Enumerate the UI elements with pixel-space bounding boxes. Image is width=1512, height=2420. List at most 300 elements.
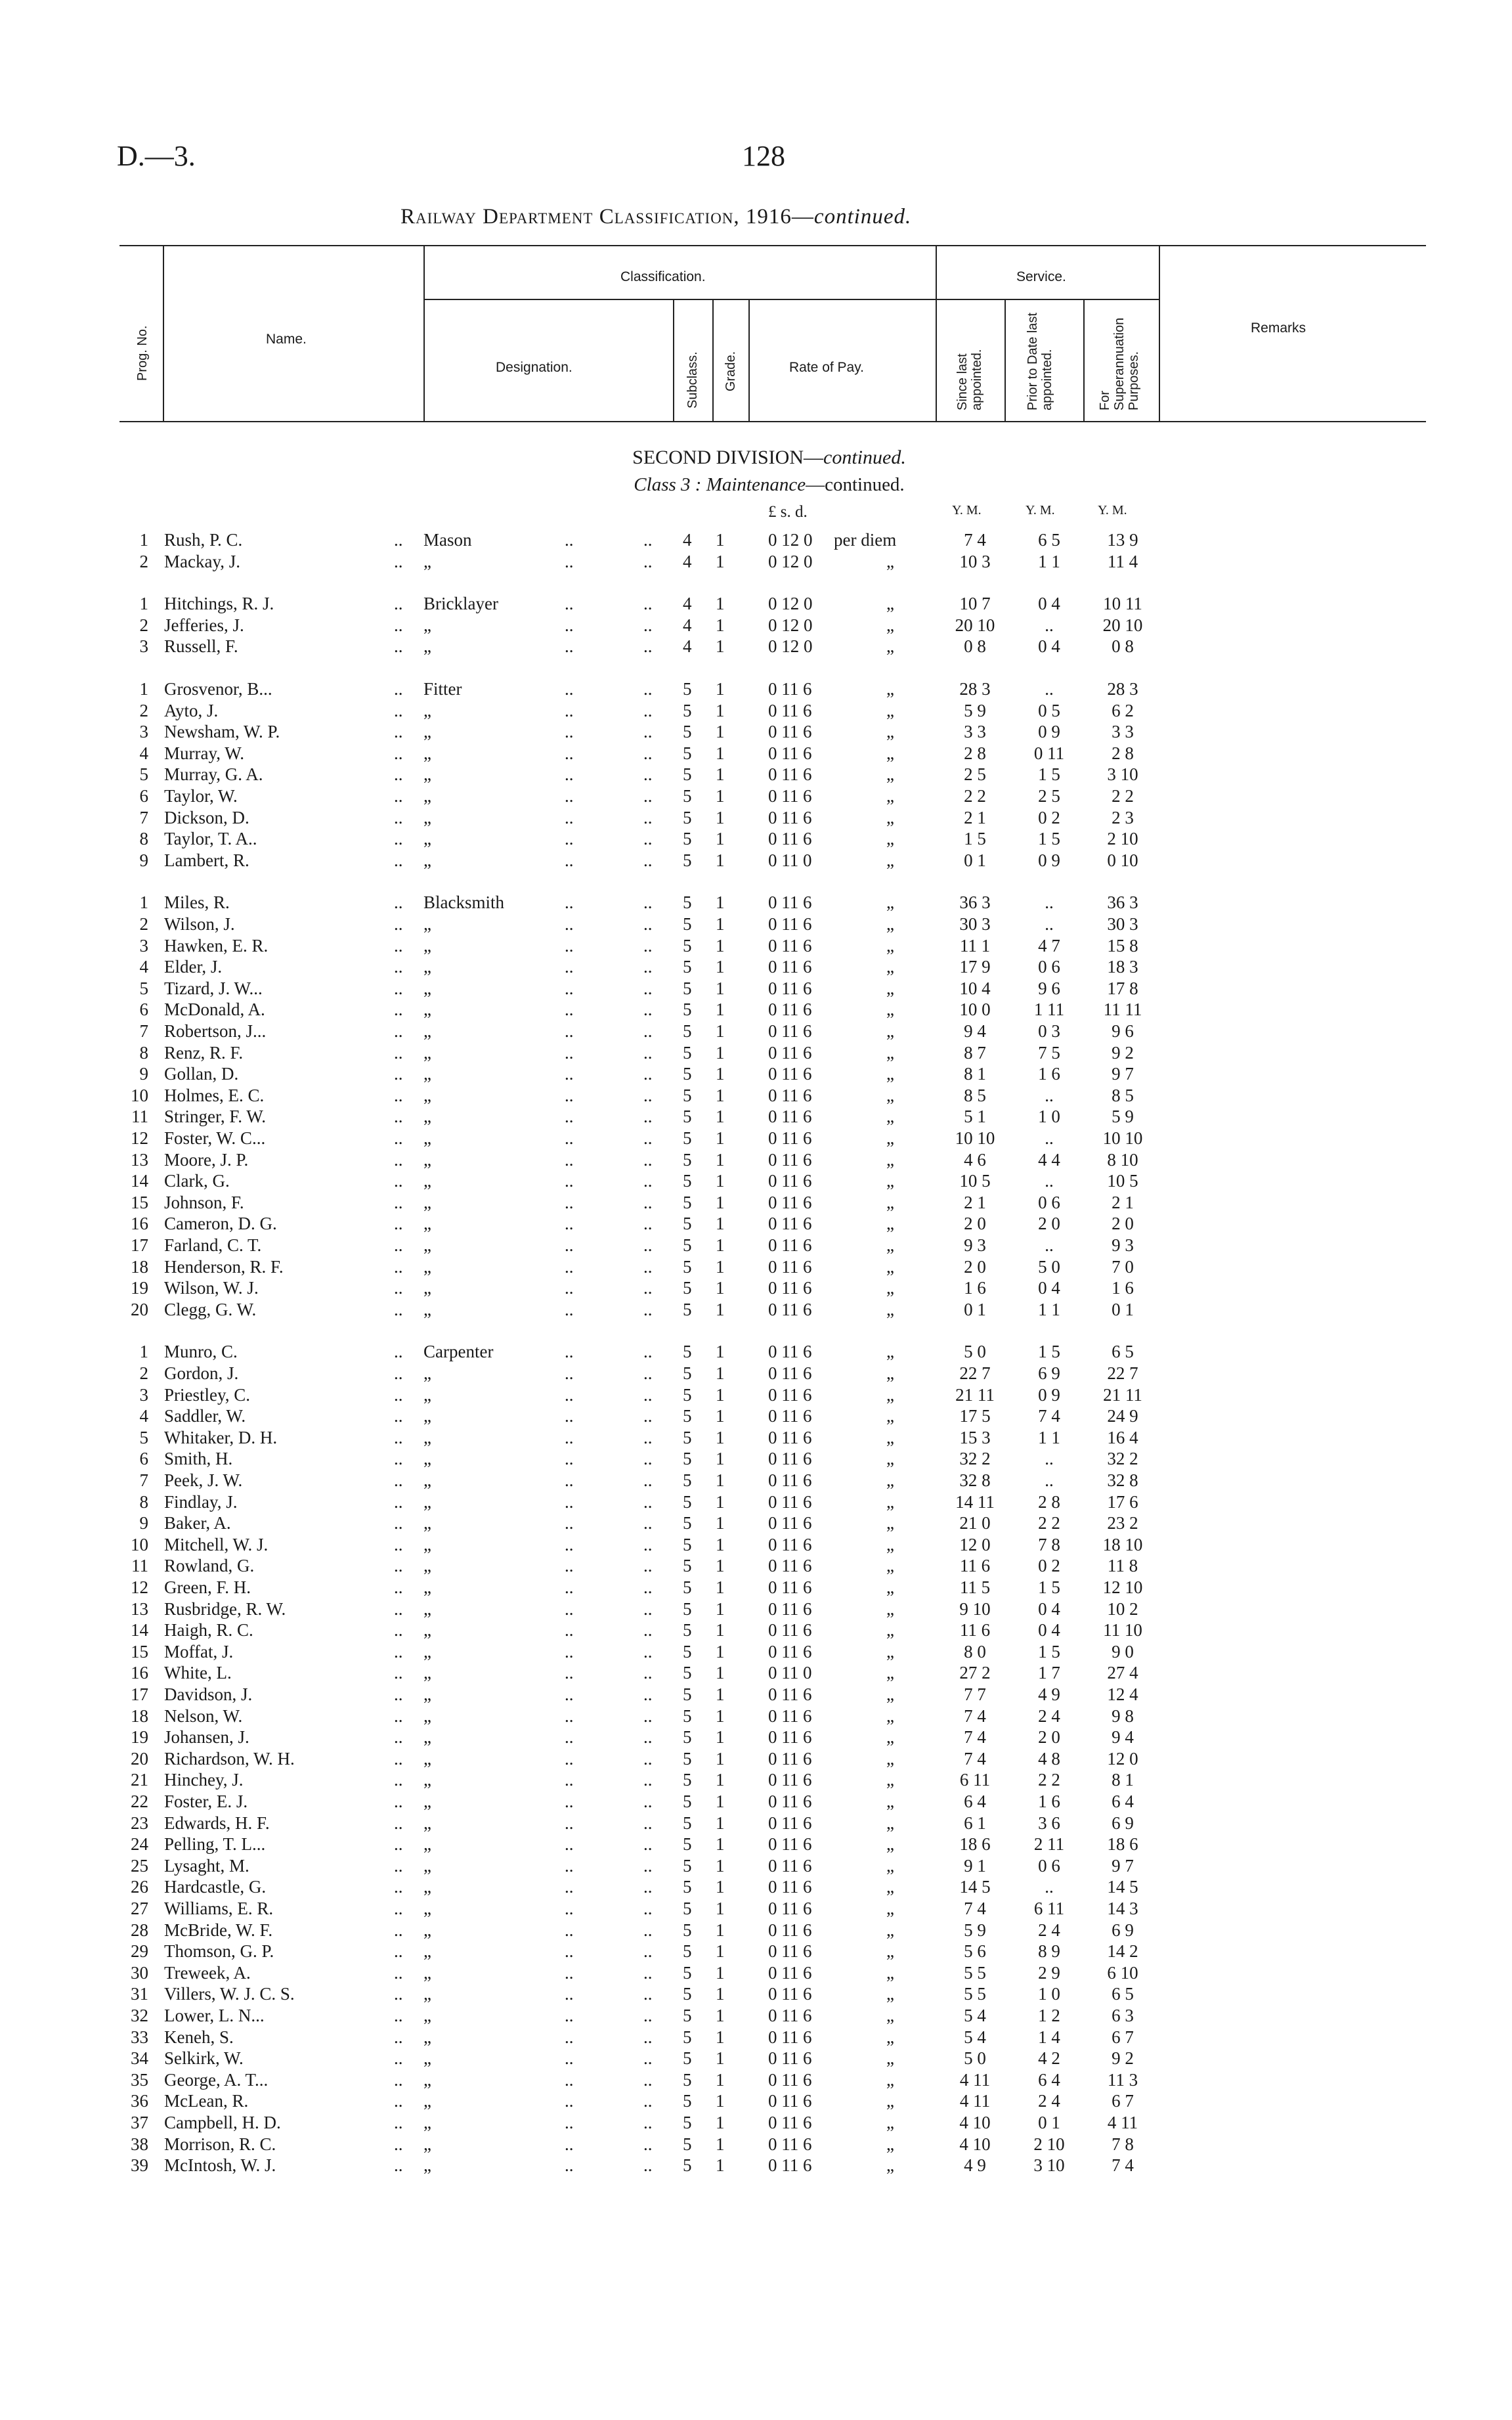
rate-of-pay: 0 11 6 [768, 978, 812, 998]
leader-dots: .. [643, 1834, 653, 1855]
since-last-appointed: 21 0 [959, 1513, 991, 1533]
prior-to-date: 1 5 [1038, 1577, 1060, 1597]
title-main: Railway Department Classification, 1916— [400, 205, 814, 229]
pay-basis: „ [886, 1813, 894, 1833]
subclass: 5 [683, 700, 692, 720]
prior-to-date: 0 11 [1033, 743, 1065, 763]
designation: „ [423, 551, 431, 571]
subclass: 4 [683, 615, 692, 635]
prog-no: 38 [131, 2134, 148, 2154]
leader-dots: .. [643, 786, 653, 806]
leader-dots: .. [643, 1941, 653, 1962]
table-row [0, 956, 1512, 977]
staff-name: George, A. T... [164, 2069, 269, 2090]
staff-name: Ayto, J. [164, 700, 219, 720]
staff-name: Treweek, A. [164, 1962, 251, 1983]
prog-no: 17 [131, 1684, 148, 1704]
prior-to-date: 0 9 [1038, 850, 1060, 870]
leader-dots: .. [394, 1214, 403, 1234]
grade: 1 [716, 636, 725, 657]
subclass: 5 [683, 679, 692, 699]
leader-dots: .. [643, 978, 653, 998]
staff-name: Munro, C. [164, 1342, 238, 1362]
subclass: 5 [683, 2091, 692, 2111]
leader-dots: .. [394, 2134, 403, 2154]
designation: „ [423, 1727, 431, 1748]
leader-dots: .. [394, 1855, 403, 1876]
staff-name: Johansen, J. [164, 1727, 249, 1748]
grade: 1 [716, 1899, 725, 1918]
rate-of-pay: 0 11 6 [768, 700, 812, 720]
grade: 1 [716, 1962, 725, 1983]
leader-dots: .. [565, 1727, 574, 1748]
pay-basis: „ [886, 594, 894, 614]
table-row [0, 1619, 1512, 1640]
subclass: 5 [683, 1813, 692, 1833]
grade: 1 [716, 829, 725, 849]
pay-basis: „ [886, 1192, 894, 1212]
prior-to-date: .. [1045, 1449, 1054, 1469]
staff-name: Smith, H. [164, 1449, 233, 1469]
leader-dots: .. [394, 1256, 403, 1277]
superannuation-service: 8 1 [1112, 1770, 1134, 1790]
prog-no: 19 [131, 1278, 148, 1298]
rate-of-pay: 0 12 0 [768, 551, 813, 571]
table-row [0, 1855, 1512, 1876]
header-subclass: Subclass. [685, 351, 700, 408]
staff-name: Cameron, D. G. [164, 1214, 277, 1234]
leader-dots: .. [643, 1962, 653, 1983]
grade: 1 [716, 1877, 725, 1897]
leader-dots: .. [394, 1149, 403, 1170]
leader-dots: .. [643, 700, 653, 720]
prior-to-date: 2 0 [1038, 1727, 1060, 1748]
superannuation-service: 12 10 [1102, 1577, 1143, 1597]
grade: 1 [716, 786, 725, 806]
prog-no: 8 [139, 1491, 148, 1512]
subclass: 5 [683, 1727, 692, 1748]
since-last-appointed: 17 5 [959, 1406, 991, 1426]
designation: „ [423, 786, 431, 806]
grade: 1 [716, 1342, 725, 1362]
since-last-appointed: 5 5 [964, 1962, 986, 1983]
table-row [0, 1662, 1512, 1683]
prog-no: 11 [131, 1556, 148, 1576]
staff-name: Pelling, T. L... [164, 1834, 266, 1855]
since-last-appointed: 27 2 [959, 1663, 991, 1683]
superannuation-service: 9 7 [1112, 1064, 1134, 1084]
since-last-appointed: 10 4 [959, 978, 991, 998]
grade: 1 [716, 1192, 725, 1212]
subclass: 5 [683, 786, 692, 806]
prior-to-date: 7 8 [1038, 1534, 1060, 1554]
staff-name: Taylor, T. A.. [164, 829, 257, 849]
since-last-appointed: 8 1 [964, 1064, 986, 1084]
subclass: 5 [683, 1705, 692, 1726]
leader-dots: .. [643, 1491, 653, 1512]
rate-of-pay: 0 11 6 [768, 1984, 812, 2004]
leader-dots: .. [643, 892, 653, 913]
division-heading [0, 447, 1512, 469]
superannuation-service: 2 8 [1112, 743, 1134, 763]
superannuation-service: 9 2 [1112, 1042, 1134, 1063]
superannuation-service: 1 6 [1112, 1278, 1134, 1298]
table-row [0, 678, 1512, 699]
prior-to-date: 3 10 [1033, 2155, 1065, 2176]
header-bottom-rule [119, 421, 1426, 422]
leader-dots: .. [643, 1235, 653, 1255]
pay-basis: „ [886, 1214, 894, 1234]
leader-dots: .. [565, 786, 574, 806]
rate-of-pay: 0 12 0 [768, 615, 813, 635]
prog-no: 19 [131, 1727, 148, 1748]
table-row [0, 999, 1512, 1020]
since-last-appointed: 8 0 [964, 1641, 986, 1661]
leader-dots: .. [643, 1214, 653, 1234]
prog-no: 20 [131, 1748, 148, 1769]
since-last-appointed: 5 9 [964, 700, 986, 720]
leader-dots: .. [565, 1899, 574, 1918]
leader-dots: .. [643, 2027, 653, 2047]
prior-to-date: 1 5 [1038, 764, 1060, 785]
leader-dots: .. [394, 1877, 403, 1897]
rate-of-pay: 0 11 6 [768, 679, 812, 699]
superannuation-service: 17 8 [1107, 978, 1138, 998]
leader-dots: .. [394, 957, 403, 977]
grade: 1 [716, 2069, 725, 2090]
leader-dots: .. [394, 1577, 403, 1597]
rate-of-pay: 0 11 6 [768, 1641, 812, 1661]
designation: „ [423, 1470, 431, 1490]
since-last-appointed: 36 3 [959, 892, 991, 913]
prog-no: 30 [131, 1962, 148, 1983]
prog-no: 5 [139, 1427, 148, 1447]
superannuation-service: 6 4 [1112, 1792, 1134, 1811]
leader-dots: .. [394, 1470, 403, 1490]
service-units-3: Y. M. [1098, 503, 1127, 517]
pay-basis: „ [886, 1962, 894, 1983]
leader-dots: .. [394, 2027, 403, 2047]
subclass: 5 [683, 1107, 692, 1127]
superannuation-service: 6 10 [1107, 1962, 1138, 1983]
pay-basis: „ [886, 1278, 894, 1298]
grade: 1 [716, 594, 725, 614]
leader-dots: .. [565, 1171, 574, 1191]
table-row [0, 1085, 1512, 1106]
leader-dots: .. [643, 1984, 653, 2004]
staff-name: Hinchey, J. [164, 1770, 244, 1790]
leader-dots: .. [643, 1727, 653, 1748]
grade: 1 [716, 1085, 725, 1105]
since-last-appointed: 7 4 [964, 530, 986, 550]
leader-dots: .. [643, 1064, 653, 1084]
since-last-appointed: 5 5 [964, 1984, 986, 2004]
table-row [0, 1920, 1512, 1941]
leader-dots: .. [394, 1748, 403, 1769]
pay-basis: „ [886, 1748, 894, 1769]
table-row [0, 935, 1512, 956]
subclass: 5 [683, 850, 692, 870]
subclass: 5 [683, 2027, 692, 2047]
grade: 1 [716, 1727, 725, 1748]
prog-no: 18 [131, 1705, 148, 1726]
leader-dots: .. [643, 1299, 653, 1319]
leader-dots: .. [643, 1534, 653, 1554]
leader-dots: .. [643, 2155, 653, 2176]
leader-dots: .. [394, 1406, 403, 1426]
grade: 1 [716, 1235, 725, 1255]
grade: 1 [716, 679, 725, 699]
prior-to-date: 2 5 [1038, 786, 1060, 806]
designation: „ [423, 1214, 431, 1234]
leader-dots: .. [394, 1192, 403, 1212]
designation: „ [423, 1877, 431, 1897]
leader-dots: .. [394, 1941, 403, 1962]
prog-no: 5 [139, 764, 148, 785]
subclass: 5 [683, 1192, 692, 1212]
prior-to-date: .. [1045, 1470, 1054, 1490]
designation: „ [423, 1770, 431, 1790]
header-since-last: Since last appointed. [955, 349, 984, 410]
subclass: 5 [683, 1620, 692, 1640]
grade: 1 [716, 1107, 725, 1127]
staff-name: Green, F. H. [164, 1577, 251, 1597]
subclass: 5 [683, 764, 692, 785]
staff-name: Hardcastle, G. [164, 1877, 267, 1897]
prog-no: 18 [131, 1256, 148, 1277]
leader-dots: .. [394, 1384, 403, 1405]
rate-of-pay: 0 11 6 [768, 1128, 812, 1148]
prog-no: 2 [139, 1363, 148, 1383]
since-last-appointed: 11 6 [959, 1620, 991, 1640]
superannuation-service: 0 10 [1107, 850, 1138, 870]
designation: „ [423, 978, 431, 998]
leader-dots: .. [565, 700, 574, 720]
pay-basis: „ [886, 1534, 894, 1554]
rate-of-pay: 0 11 6 [768, 1449, 812, 1469]
table-row [0, 1256, 1512, 1277]
leader-dots: .. [394, 892, 403, 913]
staff-name: Lower, L. N... [164, 2006, 265, 2025]
staff-name: Findlay, J. [164, 1491, 238, 1512]
staff-name: Williams, E. R. [164, 1899, 274, 1918]
table-row [0, 1813, 1512, 1834]
designation: „ [423, 2155, 431, 2176]
leader-dots: .. [565, 636, 574, 657]
table-row [0, 828, 1512, 849]
since-last-appointed: 9 1 [964, 1855, 986, 1876]
rate-of-pay: 0 11 6 [768, 957, 812, 977]
prior-to-date: 2 11 [1033, 1834, 1065, 1855]
leader-dots: .. [394, 1513, 403, 1533]
prog-no: 31 [131, 1984, 148, 2004]
pay-basis: „ [886, 957, 894, 977]
prior-to-date: 1 5 [1038, 1342, 1060, 1362]
designation: „ [423, 1149, 431, 1170]
superannuation-service: 6 5 [1112, 1342, 1134, 1362]
prog-no: 2 [139, 700, 148, 720]
leader-dots: .. [565, 764, 574, 785]
since-last-appointed: 7 4 [964, 1748, 986, 1769]
table-row [0, 913, 1512, 935]
leader-dots: .. [643, 807, 653, 827]
leader-dots: .. [643, 2048, 653, 2069]
subclass: 5 [683, 1491, 692, 1512]
table-row [0, 1534, 1512, 1555]
prog-no: 16 [131, 1214, 148, 1234]
staff-name: Holmes, E. C. [164, 1085, 265, 1105]
prior-to-date: 0 9 [1038, 1384, 1060, 1405]
table-row [0, 1748, 1512, 1769]
prior-to-date: 1 1 [1038, 551, 1060, 571]
grade: 1 [716, 2006, 725, 2025]
leader-dots: .. [565, 1384, 574, 1405]
prior-to-date: 2 10 [1033, 2134, 1065, 2154]
table-row [0, 850, 1512, 871]
since-last-appointed: 14 11 [955, 1491, 995, 1512]
leader-dots: .. [643, 1107, 653, 1127]
since-last-appointed: 5 0 [964, 2048, 986, 2069]
prior-to-date: 0 4 [1038, 1620, 1060, 1640]
prior-to-date: .. [1045, 1877, 1054, 1897]
designation: „ [423, 1171, 431, 1191]
subclass: 5 [683, 1406, 692, 1426]
leader-dots: .. [643, 829, 653, 849]
designation: „ [423, 1577, 431, 1597]
leader-dots: .. [565, 1406, 574, 1426]
pay-basis: „ [886, 1149, 894, 1170]
prior-to-date: 5 0 [1038, 1256, 1060, 1277]
prog-no: 1 [139, 892, 148, 913]
subclass: 5 [683, 1770, 692, 1790]
leader-dots: .. [394, 615, 403, 635]
leader-dots: .. [565, 1984, 574, 2004]
designation: „ [423, 1449, 431, 1469]
staff-name: Moffat, J. [164, 1641, 234, 1661]
leader-dots: .. [643, 1663, 653, 1683]
leader-dots: .. [565, 1577, 574, 1597]
prior-to-date: 4 9 [1038, 1684, 1060, 1704]
leader-dots: .. [565, 1214, 574, 1234]
class-name: Maintenance [706, 474, 806, 495]
prior-to-date: 3 6 [1038, 1813, 1060, 1833]
superannuation-service: 2 1 [1112, 1192, 1134, 1212]
since-last-appointed: 22 7 [959, 1363, 991, 1383]
since-last-appointed: 10 7 [959, 594, 991, 614]
rate-of-pay: 0 11 6 [768, 1384, 812, 1405]
rate-of-pay: 0 11 6 [768, 786, 812, 806]
leader-dots: .. [643, 1278, 653, 1298]
grade: 1 [716, 1770, 725, 1790]
grade: 1 [716, 1427, 725, 1447]
staff-name: Grosvenor, B... [164, 679, 272, 699]
rate-of-pay: 0 11 6 [768, 743, 812, 763]
table-row [0, 1042, 1512, 1063]
pay-units: £ s. d. [768, 503, 808, 521]
leader-dots: .. [394, 1235, 403, 1255]
prog-no: 9 [139, 850, 148, 870]
prior-to-date: 2 4 [1038, 1920, 1060, 1940]
leader-dots: .. [394, 2069, 403, 2090]
leader-dots: .. [565, 2006, 574, 2025]
leader-dots: .. [643, 2113, 653, 2132]
rate-of-pay: 0 11 6 [768, 1021, 812, 1041]
header-service: Service. [1016, 269, 1066, 284]
pay-basis: „ [886, 1171, 894, 1191]
leader-dots: .. [565, 1128, 574, 1148]
subclass: 5 [683, 1663, 692, 1683]
table-row [0, 1341, 1512, 1362]
table-row [0, 721, 1512, 742]
prog-no: 37 [131, 2113, 148, 2132]
table-row [0, 1192, 1512, 1213]
leader-dots: .. [565, 914, 574, 934]
since-last-appointed: 10 5 [959, 1171, 991, 1191]
superannuation-service: 18 3 [1107, 957, 1138, 977]
superannuation-service: 18 6 [1107, 1834, 1138, 1855]
staff-name: Davidson, J. [164, 1684, 253, 1704]
leader-dots: .. [565, 807, 574, 827]
since-last-appointed: 2 0 [964, 1256, 986, 1277]
rate-of-pay: 0 11 6 [768, 2113, 812, 2132]
leader-dots: .. [394, 786, 403, 806]
class-suffix: —continued. [806, 474, 905, 495]
pay-basis: „ [886, 764, 894, 785]
leader-dots: .. [643, 1877, 653, 1897]
since-last-appointed: 5 1 [964, 1107, 986, 1127]
designation: „ [423, 1064, 431, 1084]
since-last-appointed: 5 4 [964, 2006, 986, 2025]
staff-name: Saddler, W. [164, 1406, 246, 1426]
table-row [0, 1727, 1512, 1748]
prior-to-date: 1 6 [1038, 1064, 1060, 1084]
leader-dots: .. [394, 914, 403, 934]
leader-dots: .. [394, 2048, 403, 2069]
subclass: 5 [683, 2113, 692, 2132]
designation: „ [423, 1000, 431, 1020]
since-last-appointed: 10 3 [959, 551, 991, 571]
staff-name: Foster, E. J. [164, 1792, 248, 1811]
subclass: 5 [683, 829, 692, 849]
staff-name: Lysaght, M. [164, 1855, 249, 1876]
designation: „ [423, 1085, 431, 1105]
prog-no: 8 [139, 1042, 148, 1063]
prog-no: 4 [139, 743, 148, 763]
prior-to-date: 6 4 [1038, 2069, 1060, 2090]
grade: 1 [716, 807, 725, 827]
header-divider-2 [423, 245, 425, 421]
designation: „ [423, 2006, 431, 2025]
grade: 1 [716, 935, 725, 956]
leader-dots: .. [643, 764, 653, 785]
superannuation-service: 6 7 [1112, 2027, 1134, 2047]
leader-dots: .. [643, 722, 653, 742]
subclass: 5 [683, 892, 692, 913]
table-row [0, 1448, 1512, 1469]
subclass: 5 [683, 1256, 692, 1277]
designation: „ [423, 1792, 431, 1811]
header-divider-3 [673, 299, 674, 421]
designation: „ [423, 700, 431, 720]
superannuation-service: 17 6 [1107, 1491, 1138, 1512]
superannuation-service: 10 11 [1103, 594, 1142, 614]
subclass: 5 [683, 2155, 692, 2176]
since-last-appointed: 5 0 [964, 1342, 986, 1362]
leader-dots: .. [394, 1449, 403, 1469]
pay-basis: „ [886, 1663, 894, 1683]
since-last-appointed: 30 3 [959, 914, 991, 934]
prior-to-date: 0 5 [1038, 700, 1060, 720]
